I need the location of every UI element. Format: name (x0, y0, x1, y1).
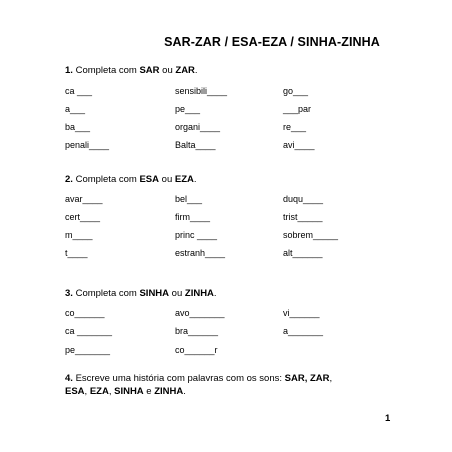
sound-sar-zar: SAR, ZAR (284, 373, 330, 384)
exercise-1-item: penali____ (65, 140, 110, 150)
period: . (183, 386, 186, 397)
section-1-text: Completa com (72, 65, 140, 76)
section-1-number: 1. (65, 65, 73, 76)
separator: , (329, 373, 333, 384)
exercise-2-item: cert____ (65, 212, 101, 222)
section-2-end: . (193, 174, 197, 185)
sound-zinha: ZINHA (154, 386, 184, 397)
exercise-1-item: sensibili____ (175, 86, 228, 96)
exercise-2-item: firm____ (175, 212, 211, 222)
exercise-1-item: pe___ (175, 104, 201, 114)
section-2-option-1: ESA (139, 174, 160, 185)
exercise-1-item: ___par (283, 104, 312, 114)
exercise-1-item: a___ (65, 104, 86, 114)
separator: , (84, 386, 90, 397)
section-3-option-1: SINHA (139, 288, 170, 299)
exercise-3-item: ca _______ (65, 326, 113, 336)
exercise-1-item: re___ (283, 122, 307, 132)
exercise-2-item: avar____ (65, 194, 103, 204)
page-title: SAR-ZAR / ESA-EZA / SINHA-ZINHA (164, 35, 380, 49)
page-number: 1 (385, 413, 391, 424)
section-4-number: 4. (65, 373, 73, 384)
section-1-option-2: ZAR (175, 65, 195, 76)
exercise-2-item: sobrem_____ (283, 230, 339, 240)
exercise-1-item: ba___ (65, 122, 91, 132)
exercise-2-item: trist_____ (283, 212, 323, 222)
exercise-3-item: avo_______ (175, 308, 225, 318)
exercise-2-item: estranh____ (175, 248, 226, 258)
section-1-end: . (194, 65, 198, 76)
exercise-1-item: Balta____ (175, 140, 216, 150)
section-2-option-2: EZA (174, 174, 194, 185)
exercise-3-item: a_______ (283, 326, 324, 336)
exercise-1-item: go___ (283, 86, 309, 96)
section-2-or: ou (159, 174, 175, 185)
exercise-2-item: princ ____ (175, 230, 218, 240)
exercise-3-item: co______r (175, 345, 218, 355)
separator: e (143, 386, 155, 397)
exercise-2-item: alt______ (283, 248, 323, 258)
section-3-or: ou (169, 288, 185, 299)
sound-sinha: SINHA (114, 386, 144, 397)
section-1-heading (65, 65, 198, 76)
exercise-2-item: m____ (65, 230, 93, 240)
section-2-text: Completa com (72, 174, 140, 185)
section-3-option-2: ZINHA (184, 288, 214, 299)
exercise-2-item: bel___ (175, 194, 203, 204)
section-1-option-1: SAR (139, 65, 160, 76)
section-3-text: Completa com (72, 288, 140, 299)
section-2-heading (65, 174, 197, 185)
section-4-text: Escreve uma história com palavras com os sons: (72, 373, 285, 384)
exercise-1-item: organi____ (175, 122, 221, 132)
exercise-3-item: co______ (65, 308, 105, 318)
sound-esa: ESA (65, 386, 85, 397)
separator: , (108, 386, 115, 397)
section-4-prompt (65, 372, 385, 398)
exercise-1-item: avi____ (283, 140, 315, 150)
exercise-3-item: pe_______ (65, 345, 111, 355)
section-3-end: . (213, 288, 217, 299)
exercise-3-item: bra______ (175, 326, 219, 336)
section-2-number: 2. (65, 174, 73, 185)
section-3-heading (65, 288, 217, 299)
exercise-2-item: t____ (65, 248, 88, 258)
exercise-1-item: ca ___ (65, 86, 93, 96)
exercise-3-item: vi______ (283, 308, 320, 318)
exercise-2-item: duqu____ (283, 194, 324, 204)
sound-eza: EZA (89, 386, 109, 397)
section-3-number: 3. (65, 288, 73, 299)
section-1-or: ou (159, 65, 176, 76)
